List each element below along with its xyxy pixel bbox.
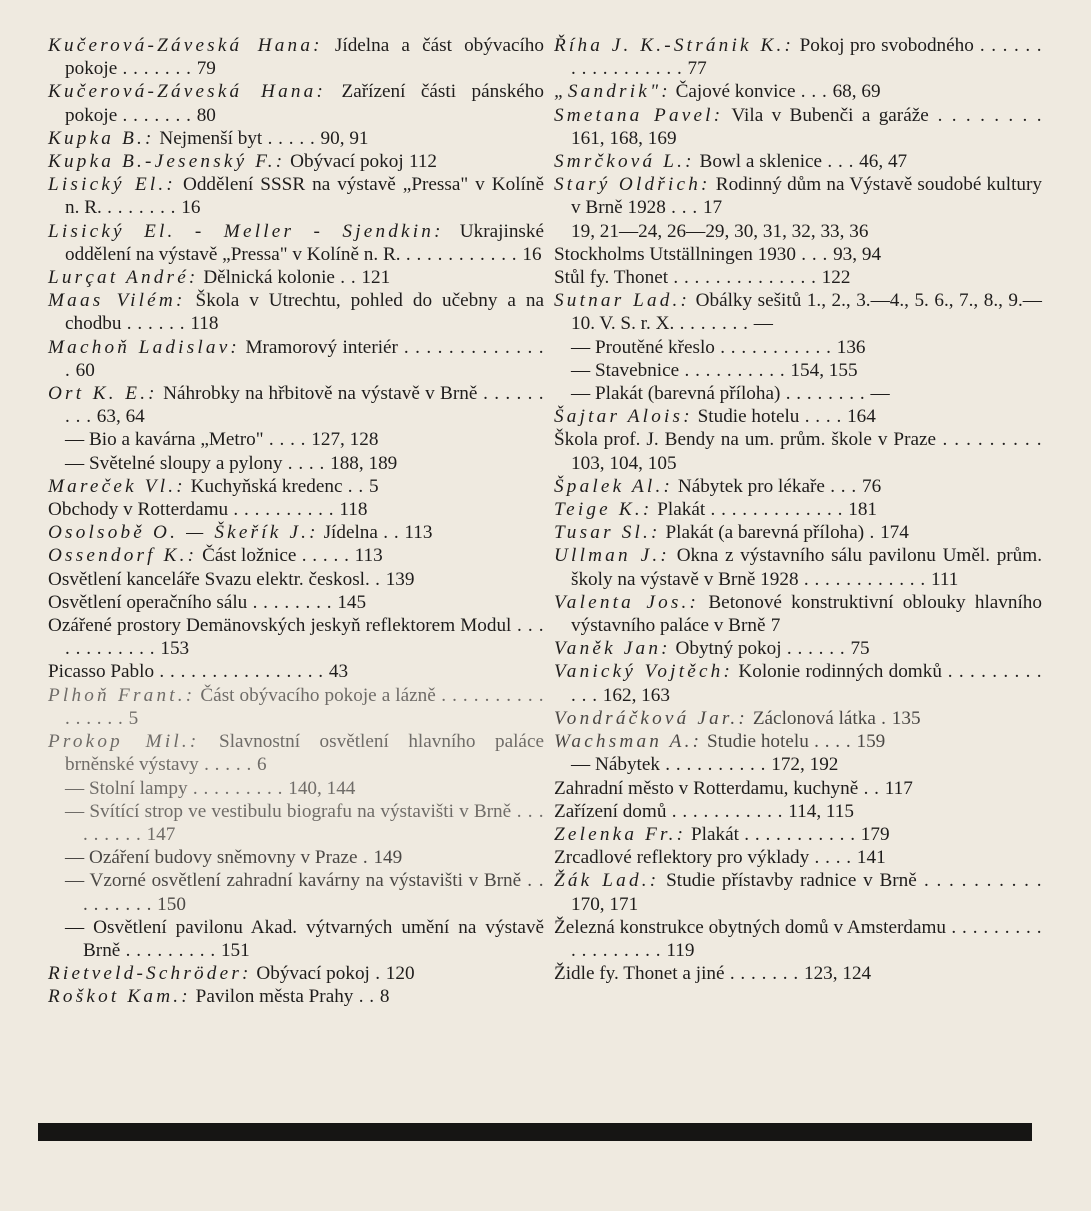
entry-leader-dots: . . . . . . . . [247, 591, 338, 613]
entry-leader-dots: . . . . . [198, 754, 258, 776]
entry-leader-dots: . . . . . . . . . . . . [65, 615, 544, 660]
entry-author: Šajtar Alois: [554, 406, 693, 428]
entry-title: Obývací pokoj [285, 151, 404, 173]
index-entry [554, 753, 1042, 776]
entry-page-numbers: 188, 189 [330, 452, 398, 474]
entry-page-numbers: 136 [836, 336, 866, 358]
entry-page-numbers: 127, 128 [311, 429, 379, 451]
entry-page-numbers: 5 [128, 707, 139, 729]
entry-page-numbers: 139 [385, 568, 415, 590]
entry-leader-dots: . . . . . . . . . . . . . . . . . [571, 35, 1043, 80]
entry-page-numbers: 140, 144 [288, 777, 356, 799]
entry-page-numbers: 120 [385, 963, 415, 985]
entry-page-numbers: 141 [856, 847, 886, 869]
entry-leader-dots: . . . . . . . . [928, 104, 1042, 126]
entry-title: Dělnická kolonie [198, 267, 335, 289]
entry-author: Smetana Pavel: [554, 104, 724, 126]
index-entry [554, 823, 1042, 846]
entry-title: Slavnostní osvětlení hlavního paláce brněnské výstavy [65, 731, 544, 776]
entry-page-numbers: 151 [220, 939, 250, 961]
entry-title: Jídelna [318, 522, 378, 544]
index-entry [554, 243, 1042, 266]
entry-leader-dots: . . . . . . . . . [65, 383, 545, 428]
entry-leader-dots: . . . . . . . . . [187, 777, 289, 799]
index-entry [554, 220, 1042, 243]
entry-title: 19, 21—24, 26—29, 30, 31, 32, 33, 36 [571, 220, 869, 242]
index-entry [554, 428, 1042, 474]
entry-leader-dots: . . . . . . . [101, 197, 182, 219]
entry-page-numbers: 123, 124 [803, 963, 872, 985]
index-entry [554, 846, 1042, 869]
entry-title: Plakát [686, 823, 739, 845]
entry-page-numbers: 150 [157, 893, 186, 915]
index-entry [48, 800, 544, 846]
index-entry [48, 916, 544, 962]
entry-leader-dots: . . . [795, 81, 833, 103]
entry-leader-dots: . . . . . . . . . . . . . . [65, 336, 545, 381]
entry-author: Smrčková L.: [554, 151, 695, 173]
entry-title: — Stavebnice [571, 359, 680, 381]
entry-title: Osvětlení kanceláře Svazu elektr. českosl. [48, 568, 370, 590]
index-entry [48, 660, 544, 683]
entry-page-numbers: 147 [146, 823, 176, 845]
entry-author: Ossendorf K.: [48, 545, 198, 567]
entry-page-numbers: — [753, 313, 773, 335]
index-entry [48, 684, 544, 730]
entry-leader-dots: . . [334, 267, 362, 289]
entry-title: Obývací pokoj [251, 963, 370, 985]
entry-leader-dots: . . . . . . . . . . . [666, 800, 789, 822]
entry-page-numbers: 93, 94 [833, 243, 882, 265]
entry-title: Záclonová látka [748, 707, 876, 729]
entry-title: — Svítící strop ve vestibulu biografu na výstavišti v Brně [65, 800, 512, 822]
entry-title: Část ložnice [197, 545, 297, 567]
entry-leader-dots: . . . . . . . [117, 58, 197, 80]
entry-title: Kolonie rodinných domků [733, 661, 942, 683]
entry-author: Vondráčková Jar.: [554, 707, 749, 729]
entry-author: Lisický El. - Meller - Sjendkin: [48, 220, 444, 242]
entry-page-numbers: 119 [666, 939, 695, 961]
entry-title: Železná konstrukce obytných domů v Amsterdamu [554, 916, 947, 938]
entry-leader-dots: . . . . . . . . . [83, 870, 544, 915]
entry-author: Machoň Ladislav: [48, 336, 241, 358]
entry-title: — Ozáření budovy sněmovny v Praze [65, 847, 358, 869]
entry-page-numbers: 17 [702, 197, 723, 219]
entry-author: Kučerová-Záveská Hana: [48, 81, 327, 103]
index-entry [554, 382, 1042, 405]
entry-title: Část obývacího pokoje a lázně [195, 684, 436, 706]
entry-page-numbers: 60 [75, 359, 95, 381]
entry-leader-dots: . . . . . . . . . . . . . [705, 499, 849, 521]
index-entry [554, 475, 1042, 498]
index-entry [554, 359, 1042, 382]
entry-title: Obálky sešitů 1., 2., 3.—4., 5. 6., 7., 8., 9.—10. V. S. r. X. [571, 290, 1042, 335]
entry-leader-dots: . . [377, 522, 405, 544]
entry-author: Lurçat André: [48, 267, 199, 289]
entry-author: Osolsobě O. — Škeřík J.: [48, 522, 319, 544]
index-entry [48, 80, 544, 126]
entry-title: Rodinný dům na Výstavě soudobé kultury v Brně 1928 [571, 174, 1042, 219]
entry-page-numbers: 90, 91 [320, 127, 369, 149]
entry-title: Studie přístavby radnice v Brně [659, 870, 917, 892]
entry-page-numbers: 153 [160, 638, 190, 660]
entry-title: Jídelna a část obývacího pokoje [65, 35, 544, 80]
entry-page-numbers: 117 [884, 777, 913, 799]
entry-page-numbers: 113 [404, 522, 433, 544]
entry-title: Plakát [652, 499, 706, 521]
entry-page-numbers: 5 [368, 475, 379, 497]
entry-title: Plakát (a barevná příloha) [660, 522, 865, 544]
index-entry [554, 637, 1042, 660]
index-entry [48, 591, 544, 614]
entry-author: Žák Lad.: [554, 870, 660, 892]
entry-page-numbers: 122 [821, 267, 851, 289]
entry-leader-dots: . . . . . . [121, 313, 191, 335]
entry-page-numbers: 7 [770, 615, 781, 637]
entry-leader-dots: . [357, 847, 374, 869]
index-entry [48, 498, 544, 521]
entry-title: Nábytek pro lékaře [673, 475, 825, 497]
index-entry [48, 962, 544, 985]
entry-page-numbers: 121 [361, 267, 391, 289]
entry-author: Říha J. K.-Stránik K.: [554, 35, 795, 56]
entry-title: — Světelné sloupy a pylony [65, 452, 283, 474]
entry-leader-dots: . . . . . . [781, 638, 851, 660]
entry-leader-dots: . [875, 707, 892, 729]
entry-title: Ukrajinské oddělení na výstavě „Pressa" v Kolíně n. R. [65, 220, 544, 265]
index-entry [554, 800, 1042, 823]
entry-leader-dots: . . . . . . . [674, 313, 754, 335]
index-entry [554, 289, 1042, 335]
entry-title: Mramorový interiér [240, 336, 398, 358]
index-entry [48, 382, 544, 428]
index-entry [48, 34, 544, 80]
entry-author: Maas Vilém: [48, 290, 186, 312]
entry-title: — Nábytek [571, 754, 660, 776]
entry-leader-dots: . . [858, 777, 885, 799]
entry-leader-dots: . . . . . . . . . . [228, 499, 340, 521]
entry-title: Čajové konvice [670, 81, 796, 103]
entry-title: Oddělení SSSR na výstavě „Pressa" v Kolíně n. R. [65, 174, 544, 219]
entry-title: Nejmenší byt [154, 127, 263, 149]
index-entry [48, 289, 544, 335]
entry-author: Mareček Vl.: [48, 475, 186, 497]
entry-title: Pokoj pro svobodného [794, 35, 974, 56]
entry-author: Starý Oldřich: [554, 174, 711, 196]
index-entry [554, 336, 1042, 359]
entry-author: Vanický Vojtěch: [554, 661, 734, 683]
index-entry [554, 660, 1042, 706]
entry-leader-dots: . . . . [808, 731, 857, 753]
index-entry [554, 730, 1042, 753]
entry-leader-dots: . . . . . . . . . . [660, 754, 772, 776]
entry-leader-dots: . . . . . . . . . . . . . . . . . . [571, 916, 1043, 961]
entry-page-numbers: 170, 171 [571, 893, 639, 915]
entry-page-numbers: 159 [856, 731, 886, 753]
entry-title: Pavilon města Prahy [190, 986, 354, 1008]
entry-page-numbers: 135 [891, 707, 921, 729]
entry-title: — Stolní lampy [65, 777, 188, 799]
entry-title: Náhrobky na hřbitově na výstavě v Brně [157, 383, 478, 405]
index-entry [554, 498, 1042, 521]
index-entry [48, 452, 544, 475]
index-entry [48, 150, 544, 173]
entry-page-numbers: 174 [880, 522, 909, 544]
index-entry [554, 707, 1042, 730]
entry-page-numbers: 162, 163 [602, 684, 670, 706]
entry-author: Roškot Kam.: [48, 986, 191, 1008]
entry-title: Ozářené prostory Demänovských jeskyň reflektorem Modul [48, 615, 512, 637]
entry-author: Plhoň Frant.: [48, 684, 196, 706]
entry-leader-dots: . . . . . . . [117, 104, 197, 126]
entry-title: — Vzorné osvětlení zahradní kavárny na výstavišti v Brně [65, 870, 522, 892]
index-entry [48, 220, 544, 266]
entry-leader-dots: . . . . . . . . . [120, 939, 221, 961]
index-entry [48, 869, 544, 915]
entry-page-numbers: 68, 69 [832, 81, 881, 103]
entry-author: Špalek Al.: [554, 475, 674, 497]
entry-leader-dots: . . . . [799, 406, 848, 428]
entry-title: Studie hotelu [692, 406, 800, 428]
entry-leader-dots: . . . . . [296, 545, 355, 567]
entry-leader-dots: . . . . . . . [724, 963, 804, 985]
entry-leader-dots: . . . [822, 151, 860, 173]
entry-leader-dots: . [369, 568, 386, 590]
index-entry [48, 544, 544, 567]
entry-leader-dots: . . . . . . . . . . . . [571, 661, 1042, 706]
index-column-right [554, 34, 1042, 985]
index-entry [554, 34, 1042, 80]
index-entry [48, 173, 544, 219]
entry-leader-dots: . [369, 963, 386, 985]
entry-leader-dots: . . . . [263, 429, 312, 451]
entry-page-numbers: 113 [354, 545, 383, 567]
index-entry [48, 777, 544, 800]
entry-author: „Sandrik": [554, 81, 671, 103]
entry-page-numbers: 76 [861, 475, 882, 497]
entry-title: Zrcadlové reflektory pro výklady [554, 847, 810, 869]
entry-leader-dots: . . . . . . . . . . . . . . . . [65, 684, 544, 729]
entry-title: Picasso Pablo [48, 661, 155, 683]
index-entry [48, 428, 544, 451]
entry-author: Kupka B.: [48, 127, 155, 149]
index-entry [554, 173, 1042, 219]
entry-title: Stockholms Utställningen 1930 [554, 243, 796, 265]
entry-leader-dots: . . . [665, 197, 703, 219]
index-entry [48, 985, 544, 1008]
entry-author: Prokop Mil.: [48, 731, 200, 753]
entry-page-numbers: 77 [687, 58, 707, 80]
entry-author: Zelenka Fr.: [554, 823, 687, 845]
entry-title: Škola prof. J. Bendy na um. prům. škole v Praze [554, 429, 937, 451]
entry-author: Rietveld-Schröder: [48, 963, 252, 985]
entry-page-numbers: 161, 168, 169 [571, 127, 677, 149]
index-entry [554, 962, 1042, 985]
entry-author: Teige K.: [554, 499, 653, 521]
entry-author: Tusar Sl.: [554, 522, 661, 544]
entry-page-numbers: 145 [337, 591, 367, 613]
entry-title: Osvětlení operačního sálu [48, 591, 248, 613]
entry-leader-dots: . . . . . . . . . . [916, 870, 1042, 892]
index-entry [48, 846, 544, 869]
index-entry [554, 869, 1042, 915]
entry-author: Kučerová-Záveská Hana: [48, 35, 323, 56]
entry-page-numbers: 80 [196, 104, 216, 126]
entry-leader-dots: . . . . . . . . . . . . . . [668, 267, 822, 289]
entry-leader-dots: . [864, 522, 881, 544]
index-entry [48, 127, 544, 150]
entry-leader-dots: . . . . . . . . . . . [714, 336, 837, 358]
entry-leader-dots: . . . . [282, 452, 331, 474]
entry-author: Vaněk Jan: [554, 638, 671, 660]
entry-title: Obchody v Rotterdamu [48, 499, 229, 521]
entry-leader-dots: . . . . . . . . . . . . . . . . [154, 661, 329, 683]
index-entry [48, 336, 544, 382]
entry-title: Zařízení části pánského pokoje [65, 81, 544, 126]
entry-page-numbers: 43 [328, 661, 349, 683]
entry-leader-dots: . . . [824, 475, 862, 497]
entry-page-numbers: — [870, 383, 890, 405]
entry-author: Ullman J.: [554, 545, 670, 567]
entry-page-numbers: 112 [408, 151, 438, 173]
entry-title: — Osvětlení pavilonu Akad. výtvarných umění na výstavě Brně [65, 916, 544, 961]
index-entry [554, 544, 1042, 590]
entry-page-numbers: 164 [847, 406, 876, 428]
entry-leader-dots: . . . . [809, 847, 857, 869]
entry-author: Wachsman A.: [554, 731, 703, 753]
entry-title: Betonové konstruktivní oblouky hlavního výstavního paláce v Brně [571, 591, 1042, 637]
entry-page-numbers: 149 [373, 847, 403, 869]
entry-leader-dots: . . . . . . . . . [936, 429, 1043, 451]
entry-page-numbers: 79 [196, 58, 216, 80]
entry-page-numbers: 6 [257, 754, 267, 776]
entry-title: Bowl a sklenice [694, 151, 823, 173]
entry-title: — Bio a kavárna „Metro" [65, 429, 264, 451]
entry-title: Kuchyňská kredenc [185, 475, 343, 497]
index-entry [48, 730, 544, 776]
entry-author: Kupka B.-Jesenský F.: [48, 151, 286, 173]
entry-title: Obytný pokoj [670, 638, 782, 660]
entry-leader-dots: . . . . . . . . . [83, 800, 545, 845]
entry-leader-dots: . . . . . [262, 127, 321, 149]
index-entry [48, 568, 544, 591]
entry-leader-dots: . . . . . . . . [780, 383, 871, 405]
entry-page-numbers: 8 [379, 986, 390, 1008]
index-entry [48, 614, 544, 660]
index-entry [554, 916, 1042, 962]
index-entry [554, 777, 1042, 800]
entry-title: Židle fy. Thonet a jiné [554, 963, 725, 985]
entry-title: Studie hotelu [702, 731, 809, 753]
index-entry [554, 80, 1042, 103]
entry-title: Zahradní město v Rotterdamu, kuchyně [554, 777, 859, 799]
entry-page-numbers: 154, 155 [790, 359, 858, 381]
entry-author: Valenta Jos.: [554, 591, 700, 613]
entry-leader-dots: . . . . . . . . . . . . [798, 568, 931, 590]
entry-page-numbers: 63, 64 [96, 406, 145, 428]
entry-page-numbers: 118 [339, 499, 368, 521]
entry-leader-dots: . . . . . . . . . . . [400, 243, 523, 265]
entry-title: Okna z výstavního sálu pavilonu Uměl. prům. školy na výstavě v Brně 1928 [571, 545, 1042, 590]
entry-page-numbers: 172, 192 [771, 754, 839, 776]
entry-author: Ort K. E.: [48, 383, 158, 405]
entry-page-numbers: 75 [850, 638, 870, 660]
entry-page-numbers: 46, 47 [859, 151, 908, 173]
entry-page-numbers: 103, 104, 105 [571, 452, 677, 474]
index-entry [554, 104, 1042, 150]
entry-page-numbers: 114, 115 [788, 800, 854, 822]
entry-page-numbers: 181 [848, 499, 878, 521]
entry-leader-dots: . . [342, 475, 369, 497]
entry-page-numbers: 16 [522, 243, 542, 265]
index-entry [48, 475, 544, 498]
entry-title: Stůl fy. Thonet [554, 267, 669, 289]
entry-page-numbers: 179 [860, 823, 890, 845]
index-entry [554, 521, 1042, 544]
entry-leader-dots: . . . . . . . . . . [679, 359, 791, 381]
entry-page-numbers: 16 [181, 197, 201, 219]
index-entry [554, 591, 1042, 637]
index-entry [554, 266, 1042, 289]
entry-leader-dots: . . . . . . . . . . . [738, 823, 861, 845]
entry-leader-dots: . . . [795, 243, 834, 265]
index-entry [554, 150, 1042, 173]
index-entry [554, 405, 1042, 428]
entry-page-numbers: 111 [930, 568, 959, 590]
index-column-left [48, 34, 544, 1009]
entry-title: Zařízení domů [554, 800, 667, 822]
footer-rule [38, 1123, 1032, 1141]
entry-title: — Proutěné křeslo [571, 336, 715, 358]
index-entry [48, 266, 544, 289]
entry-author: Lisický El.: [48, 174, 176, 196]
index-entry [48, 521, 544, 544]
entry-author: Sutnar Lad.: [554, 290, 691, 312]
entry-page-numbers: 118 [190, 313, 219, 335]
entry-title: — Plakát (barevná příloha) [571, 383, 781, 405]
entry-title: Vila v Bubenči a garáže [723, 104, 929, 126]
entry-leader-dots: . . [353, 986, 380, 1008]
entry-title: Škola v Utrechtu, pohled do učebny a na chodbu [65, 290, 545, 335]
